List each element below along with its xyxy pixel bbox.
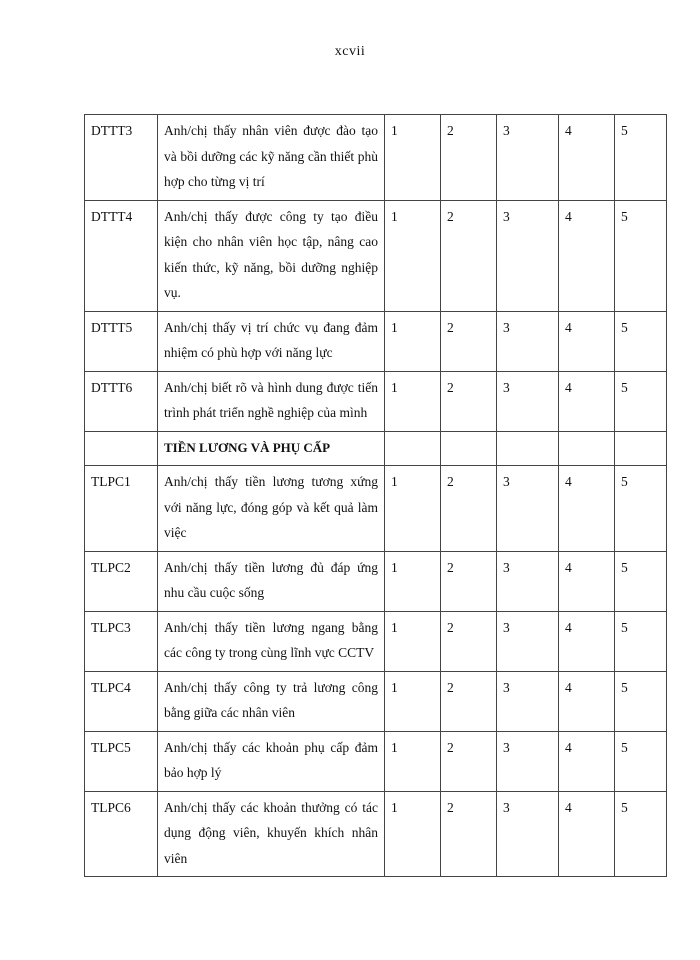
item-code: TLPC6 bbox=[85, 791, 158, 877]
item-code: TLPC1 bbox=[85, 466, 158, 552]
score-option: 3 bbox=[497, 611, 559, 671]
score-option: 2 bbox=[441, 311, 497, 371]
score-option: 3 bbox=[497, 791, 559, 877]
score-option: 1 bbox=[385, 611, 441, 671]
score-option: 1 bbox=[385, 115, 441, 201]
item-code: DTTT4 bbox=[85, 200, 158, 311]
score-option: 5 bbox=[615, 671, 667, 731]
score-option: 5 bbox=[615, 371, 667, 431]
score-option: 5 bbox=[615, 200, 667, 311]
score-option: 4 bbox=[559, 311, 615, 371]
table-row bbox=[85, 551, 667, 611]
score-option: 3 bbox=[497, 200, 559, 311]
score-option: 2 bbox=[441, 200, 497, 311]
score-option bbox=[559, 431, 615, 466]
score-option: 3 bbox=[497, 551, 559, 611]
score-option: 1 bbox=[385, 731, 441, 791]
table-row bbox=[85, 731, 667, 791]
item-statement: Anh/chị thấy tiền lương ngang bằng các công ty trong cùng lĩnh vực CCTV bbox=[158, 611, 385, 671]
score-option: 1 bbox=[385, 466, 441, 552]
score-option: 5 bbox=[615, 791, 667, 877]
item-statement: Anh/chị thấy tiền lương đủ đáp ứng nhu cầu cuộc sống bbox=[158, 551, 385, 611]
table-row bbox=[85, 115, 667, 201]
score-option: 1 bbox=[385, 200, 441, 311]
score-option: 4 bbox=[559, 731, 615, 791]
score-option: 5 bbox=[615, 466, 667, 552]
score-option: 4 bbox=[559, 791, 615, 877]
score-option bbox=[497, 431, 559, 466]
item-statement: Anh/chị biết rõ và hình dung được tiến trình phát triển nghề nghiệp của mình bbox=[158, 371, 385, 431]
score-option: 3 bbox=[497, 466, 559, 552]
score-option: 2 bbox=[441, 115, 497, 201]
score-option: 1 bbox=[385, 671, 441, 731]
table-row bbox=[85, 311, 667, 371]
score-option: 4 bbox=[559, 671, 615, 731]
section-title: TIỀN LƯƠNG VÀ PHỤ CẤP bbox=[158, 431, 385, 466]
score-option: 4 bbox=[559, 551, 615, 611]
score-option: 5 bbox=[615, 551, 667, 611]
score-option: 2 bbox=[441, 731, 497, 791]
score-option: 3 bbox=[497, 731, 559, 791]
score-option: 3 bbox=[497, 671, 559, 731]
item-statement: Anh/chị thấy các khoản thưởng có tác dụng động viên, khuyến khích nhân viên bbox=[158, 791, 385, 877]
item-code: TLPC2 bbox=[85, 551, 158, 611]
table-row bbox=[85, 200, 667, 311]
table-row bbox=[85, 371, 667, 431]
score-option: 3 bbox=[497, 115, 559, 201]
score-option: 3 bbox=[497, 311, 559, 371]
item-statement: Anh/chị thấy vị trí chức vụ đang đảm nhiệm có phù hợp với năng lực bbox=[158, 311, 385, 371]
score-option: 5 bbox=[615, 311, 667, 371]
score-option: 1 bbox=[385, 791, 441, 877]
score-option: 4 bbox=[559, 200, 615, 311]
item-code: TLPC4 bbox=[85, 671, 158, 731]
score-option: 4 bbox=[559, 611, 615, 671]
item-code: TLPC3 bbox=[85, 611, 158, 671]
item-code: DTTT6 bbox=[85, 371, 158, 431]
score-option bbox=[441, 431, 497, 466]
score-option: 2 bbox=[441, 671, 497, 731]
score-option bbox=[615, 431, 667, 466]
item-statement: Anh/chị thấy các khoản phụ cấp đảm bảo hợp lý bbox=[158, 731, 385, 791]
score-option: 1 bbox=[385, 371, 441, 431]
table-row bbox=[85, 791, 667, 877]
item-code bbox=[85, 431, 158, 466]
score-option: 1 bbox=[385, 551, 441, 611]
survey-table bbox=[84, 114, 667, 877]
section-header-row bbox=[85, 431, 667, 466]
score-option: 2 bbox=[441, 371, 497, 431]
score-option: 2 bbox=[441, 551, 497, 611]
score-option: 4 bbox=[559, 115, 615, 201]
table-row bbox=[85, 466, 667, 552]
score-option: 3 bbox=[497, 371, 559, 431]
score-option: 2 bbox=[441, 791, 497, 877]
item-code: DTTT5 bbox=[85, 311, 158, 371]
score-option: 4 bbox=[559, 466, 615, 552]
score-option: 1 bbox=[385, 311, 441, 371]
score-option: 5 bbox=[615, 115, 667, 201]
item-statement: Anh/chị thấy tiền lương tương xứng với năng lực, đóng góp và kết quả làm việc bbox=[158, 466, 385, 552]
score-option: 5 bbox=[615, 731, 667, 791]
score-option bbox=[385, 431, 441, 466]
table-row bbox=[85, 671, 667, 731]
item-statement: Anh/chị thấy nhân viên được đào tạo và bồi dưỡng các kỹ năng cần thiết phù hợp cho từng vị trí bbox=[158, 115, 385, 201]
score-option: 2 bbox=[441, 611, 497, 671]
item-code: TLPC5 bbox=[85, 731, 158, 791]
item-code: DTTT3 bbox=[85, 115, 158, 201]
item-statement: Anh/chị thấy công ty trả lương công bằng giữa các nhân viên bbox=[158, 671, 385, 731]
score-option: 2 bbox=[441, 466, 497, 552]
table-row bbox=[85, 611, 667, 671]
page-number: xcvii bbox=[334, 44, 366, 59]
score-option: 4 bbox=[559, 371, 615, 431]
item-statement: Anh/chị thấy được công ty tạo điều kiện cho nhân viên học tập, nâng cao kiến thức, kỹ năng, bồi dưỡng nghiệp vụ. bbox=[158, 200, 385, 311]
score-option: 5 bbox=[615, 611, 667, 671]
